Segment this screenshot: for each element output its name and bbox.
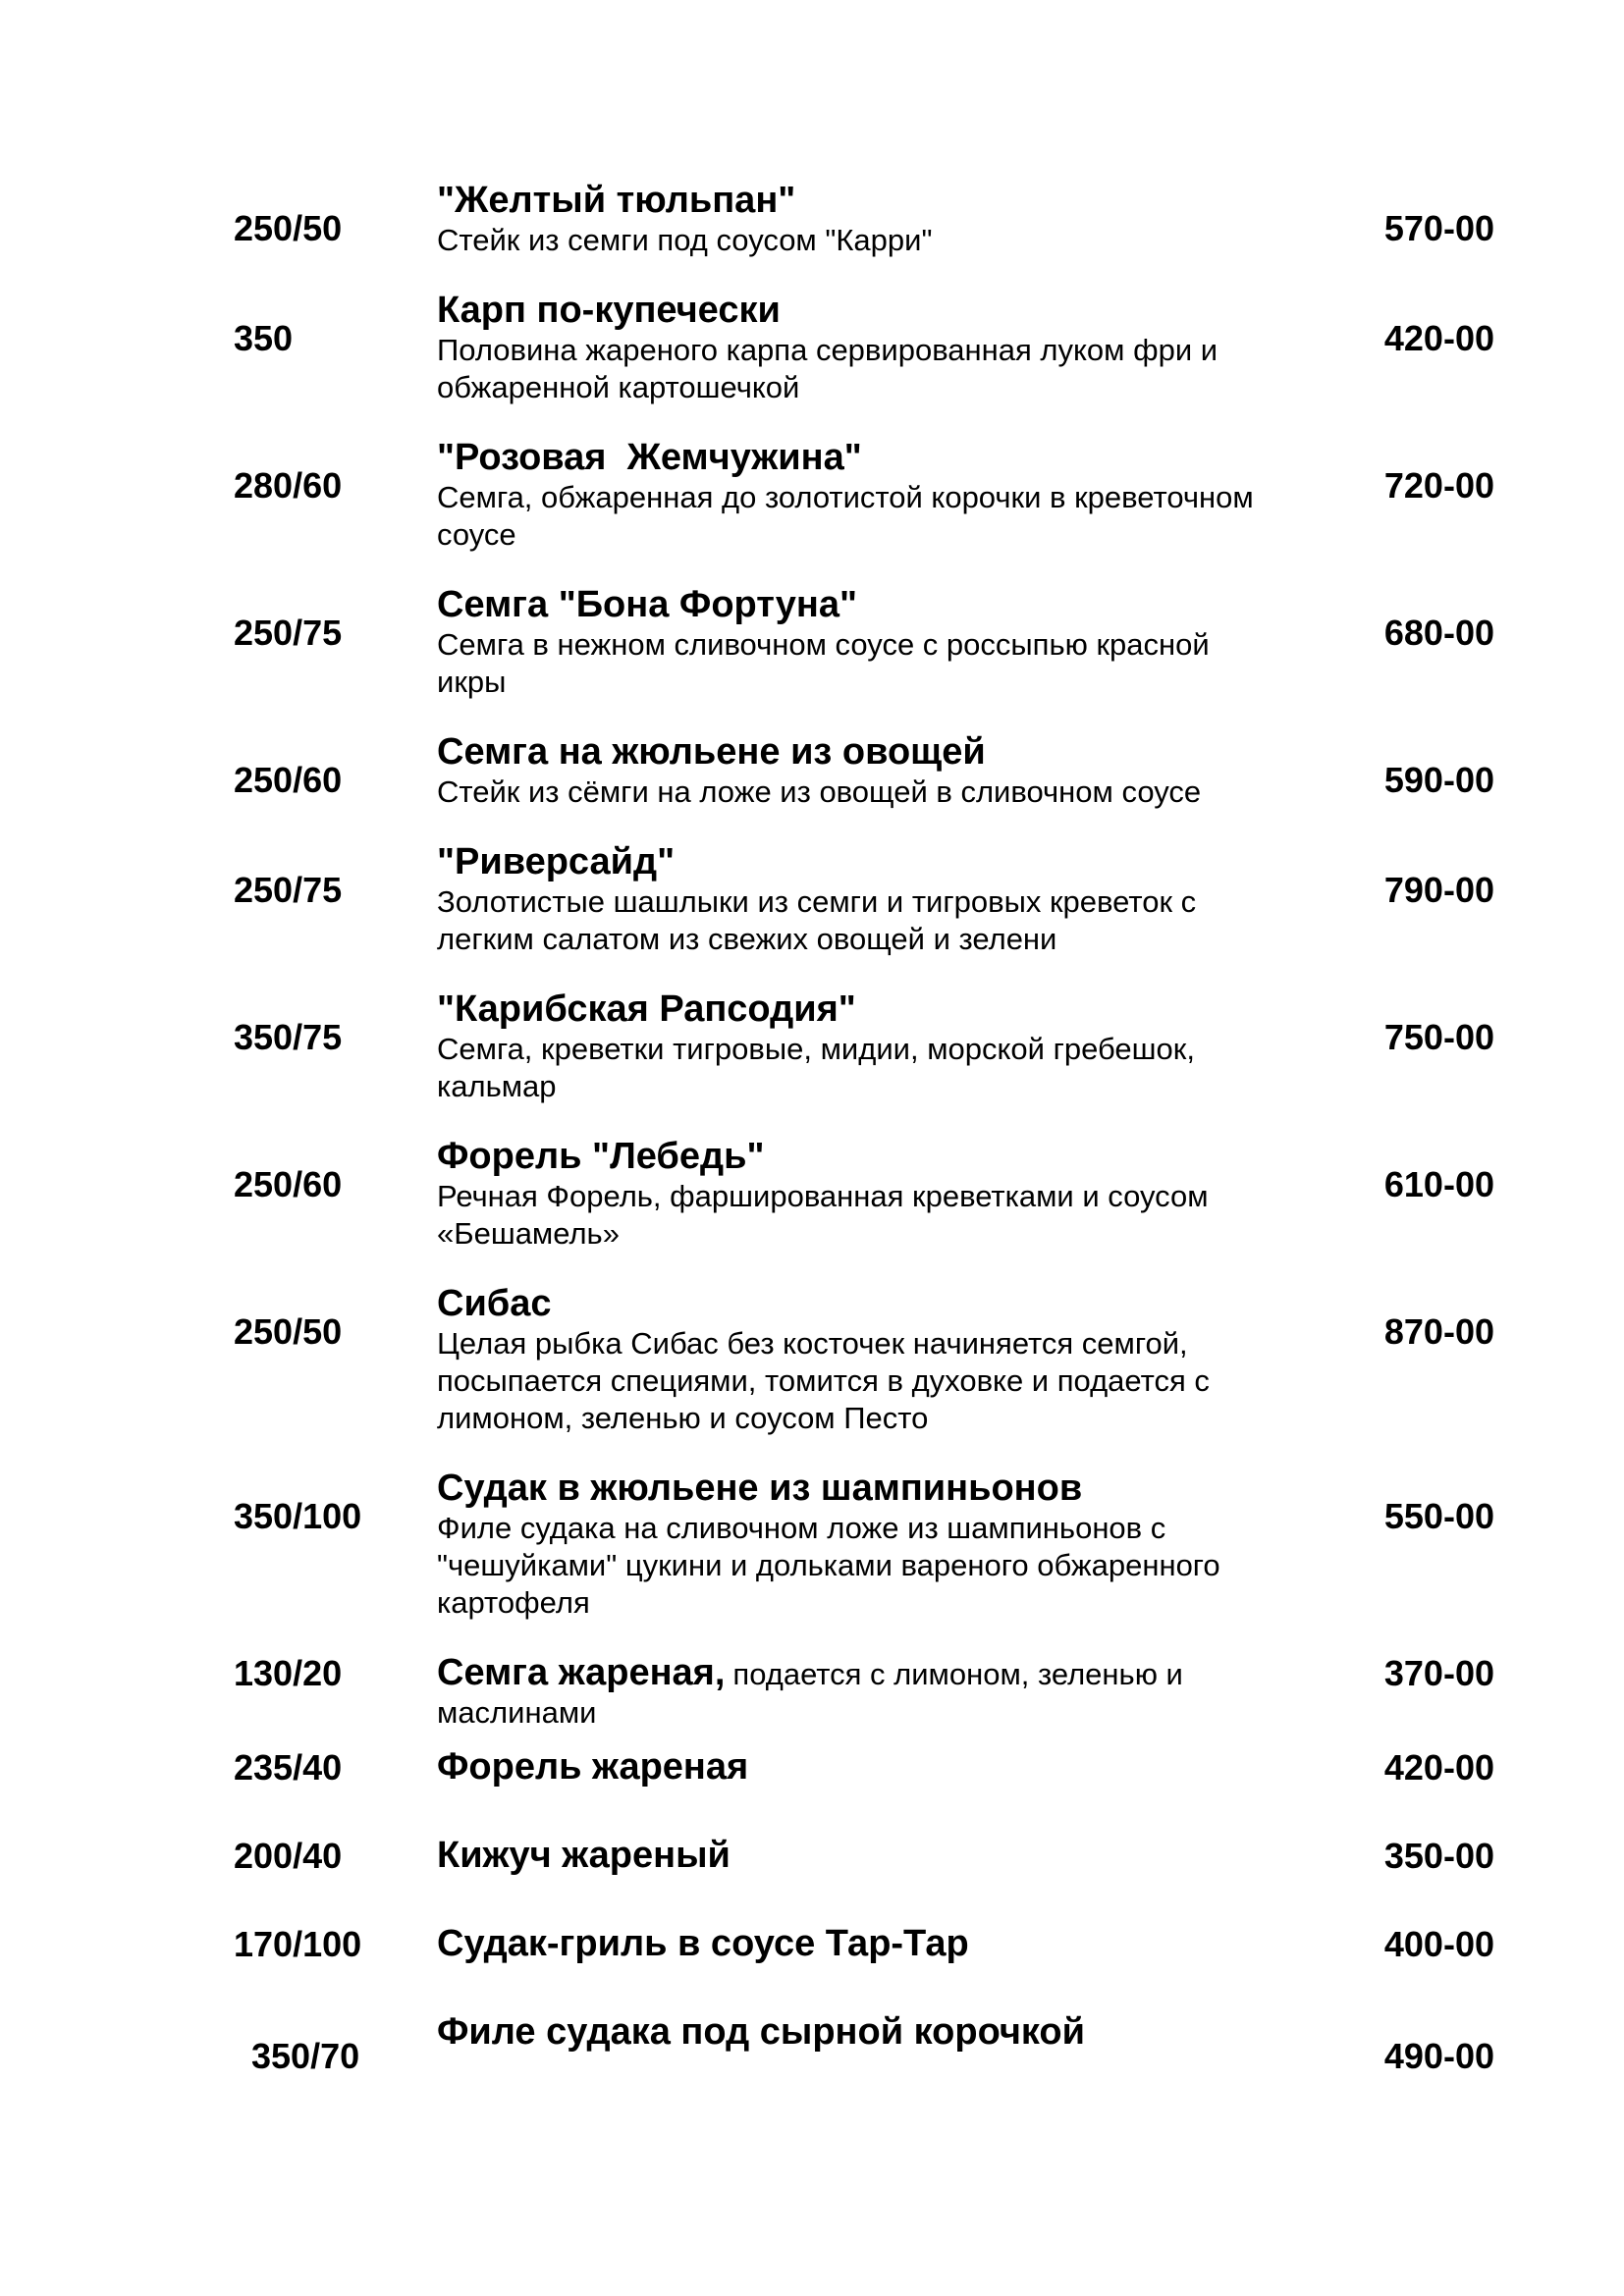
menu-item-row [234,1135,1494,1253]
dish-name: Семга "Бона Фортуна" [437,584,858,625]
dish-name: Кижуч жареный [437,1835,731,1876]
dish-description: Половина жареного карпа сервированная луком фри и обжаренной картошечкой [437,333,1218,404]
menu-item-row [234,730,1494,811]
price: 590-00 [1383,760,1494,800]
dish-name: Форель "Лебедь" [437,1136,765,1177]
dish-name: "Розовая Жемчужина" [437,437,862,478]
portion-size: 350 [234,318,294,358]
menu-item-row [234,1651,1494,1732]
dish-description: Семга, обжаренная до золотистой корочки в креветочном соусе [437,480,1254,552]
dish-info [437,583,1276,701]
price: 400-00 [1383,1924,1494,1964]
portion-size: 250/60 [234,760,343,800]
dish-name: "Карибская Рапсодия" [437,988,856,1030]
portion-size: 130/20 [234,1653,343,1693]
price: 370-00 [1383,1653,1494,1693]
menu-item-row [234,840,1494,958]
portion-size: 250/60 [234,1164,343,1204]
menu-item-row [234,988,1494,1105]
dish-description-inline: подается с лимоном, зеленью и маслинами [437,1657,1183,1730]
menu-item-row [234,583,1494,701]
portion-size: 250/50 [234,208,343,248]
price: 490-00 [1383,2036,1494,2076]
portion-size: 235/40 [234,1747,343,1788]
portion-size: 250/50 [234,1311,343,1352]
dish-info [437,1745,1276,1789]
price: 350-00 [1383,1836,1494,1876]
dish-info [437,1135,1276,1253]
dish-info [437,1834,1276,1877]
price: 610-00 [1383,1164,1494,1204]
menu-item-row [234,1745,1494,1789]
dish-description: Целая рыбка Сибас без косточек начиняется семгой, посыпается специями, томится в духовке и подается с лимоном, зеленью и соусом Песто [437,1326,1210,1435]
price: 550-00 [1383,1496,1494,1536]
menu-list [234,179,1494,2077]
dish-info [437,988,1276,1105]
dish-description: Семга в нежном сливочном соусе с россыпью красной икры [437,627,1210,699]
price: 420-00 [1383,1747,1494,1788]
price: 570-00 [1383,208,1494,248]
menu-item-row [234,2010,1494,2077]
portion-size: 200/40 [234,1836,343,1876]
price: 750-00 [1383,1017,1494,1057]
dish-description: Семга, креветки тигровые, мидии, морской гребешок, кальмар [437,1032,1195,1103]
portion-size: 250/75 [234,870,343,910]
dish-name: Сибас [437,1283,552,1324]
dish-name: Филе судака под сырной корочкой [437,2011,1085,2053]
portion-size: 350/70 [251,2036,360,2076]
dish-name: "Желтый тюльпан" [437,180,796,221]
dish-description: Филе судака на сливочном ложе из шампиньонов с "чешуйками" цукини и дольками вареного обжаренного картофеля [437,1511,1220,1620]
dish-name: Семга жареная, [437,1652,726,1693]
price: 420-00 [1383,318,1494,358]
dish-info [437,730,1276,811]
price: 680-00 [1383,613,1494,653]
menu-item-row [234,179,1494,259]
portion-size: 170/100 [234,1924,362,1964]
price: 870-00 [1383,1311,1494,1352]
dish-description: Стейк из сёмги на ложе из овощей в сливочном соусе [437,774,1202,809]
dish-info [437,289,1276,406]
dish-name: Карп по-купечески [437,290,781,331]
dish-name: "Риверсайд" [437,841,676,882]
dish-name: Семга на жюльене из овощей [437,731,986,773]
menu-item-row [234,1282,1494,1437]
portion-size: 250/75 [234,613,343,653]
dish-description: Стейк из семги под соусом "Карри" [437,223,933,257]
dish-info [437,179,1276,259]
dish-name: Судак в жюльене из шампиньонов [437,1468,1083,1509]
menu-item-row [234,1834,1494,1877]
portion-size: 350/100 [234,1496,362,1536]
dish-info [437,1922,1276,1965]
price: 720-00 [1383,465,1494,506]
dish-name: Форель жареная [437,1746,749,1788]
portion-size: 280/60 [234,465,343,506]
dish-info [437,840,1276,958]
menu-item-row [234,436,1494,554]
dish-info [437,1467,1276,1622]
menu-item-row [234,289,1494,406]
portion-size: 350/75 [234,1017,343,1057]
price: 790-00 [1383,870,1494,910]
dish-name: Судак-гриль в соусе Тар-Тар [437,1923,969,1964]
dish-description: Речная Форель, фаршированная креветками и соусом «Бешамель» [437,1179,1209,1251]
dish-info [437,2010,1276,2077]
dish-info [437,436,1276,554]
dish-info [437,1282,1276,1437]
menu-item-row [234,1467,1494,1622]
menu-item-row [234,1922,1494,1965]
dish-description: Золотистые шашлыки из семги и тигровых креветок с легким салатом из свежих овощей и зелени [437,884,1197,956]
dish-info [437,1651,1276,1732]
